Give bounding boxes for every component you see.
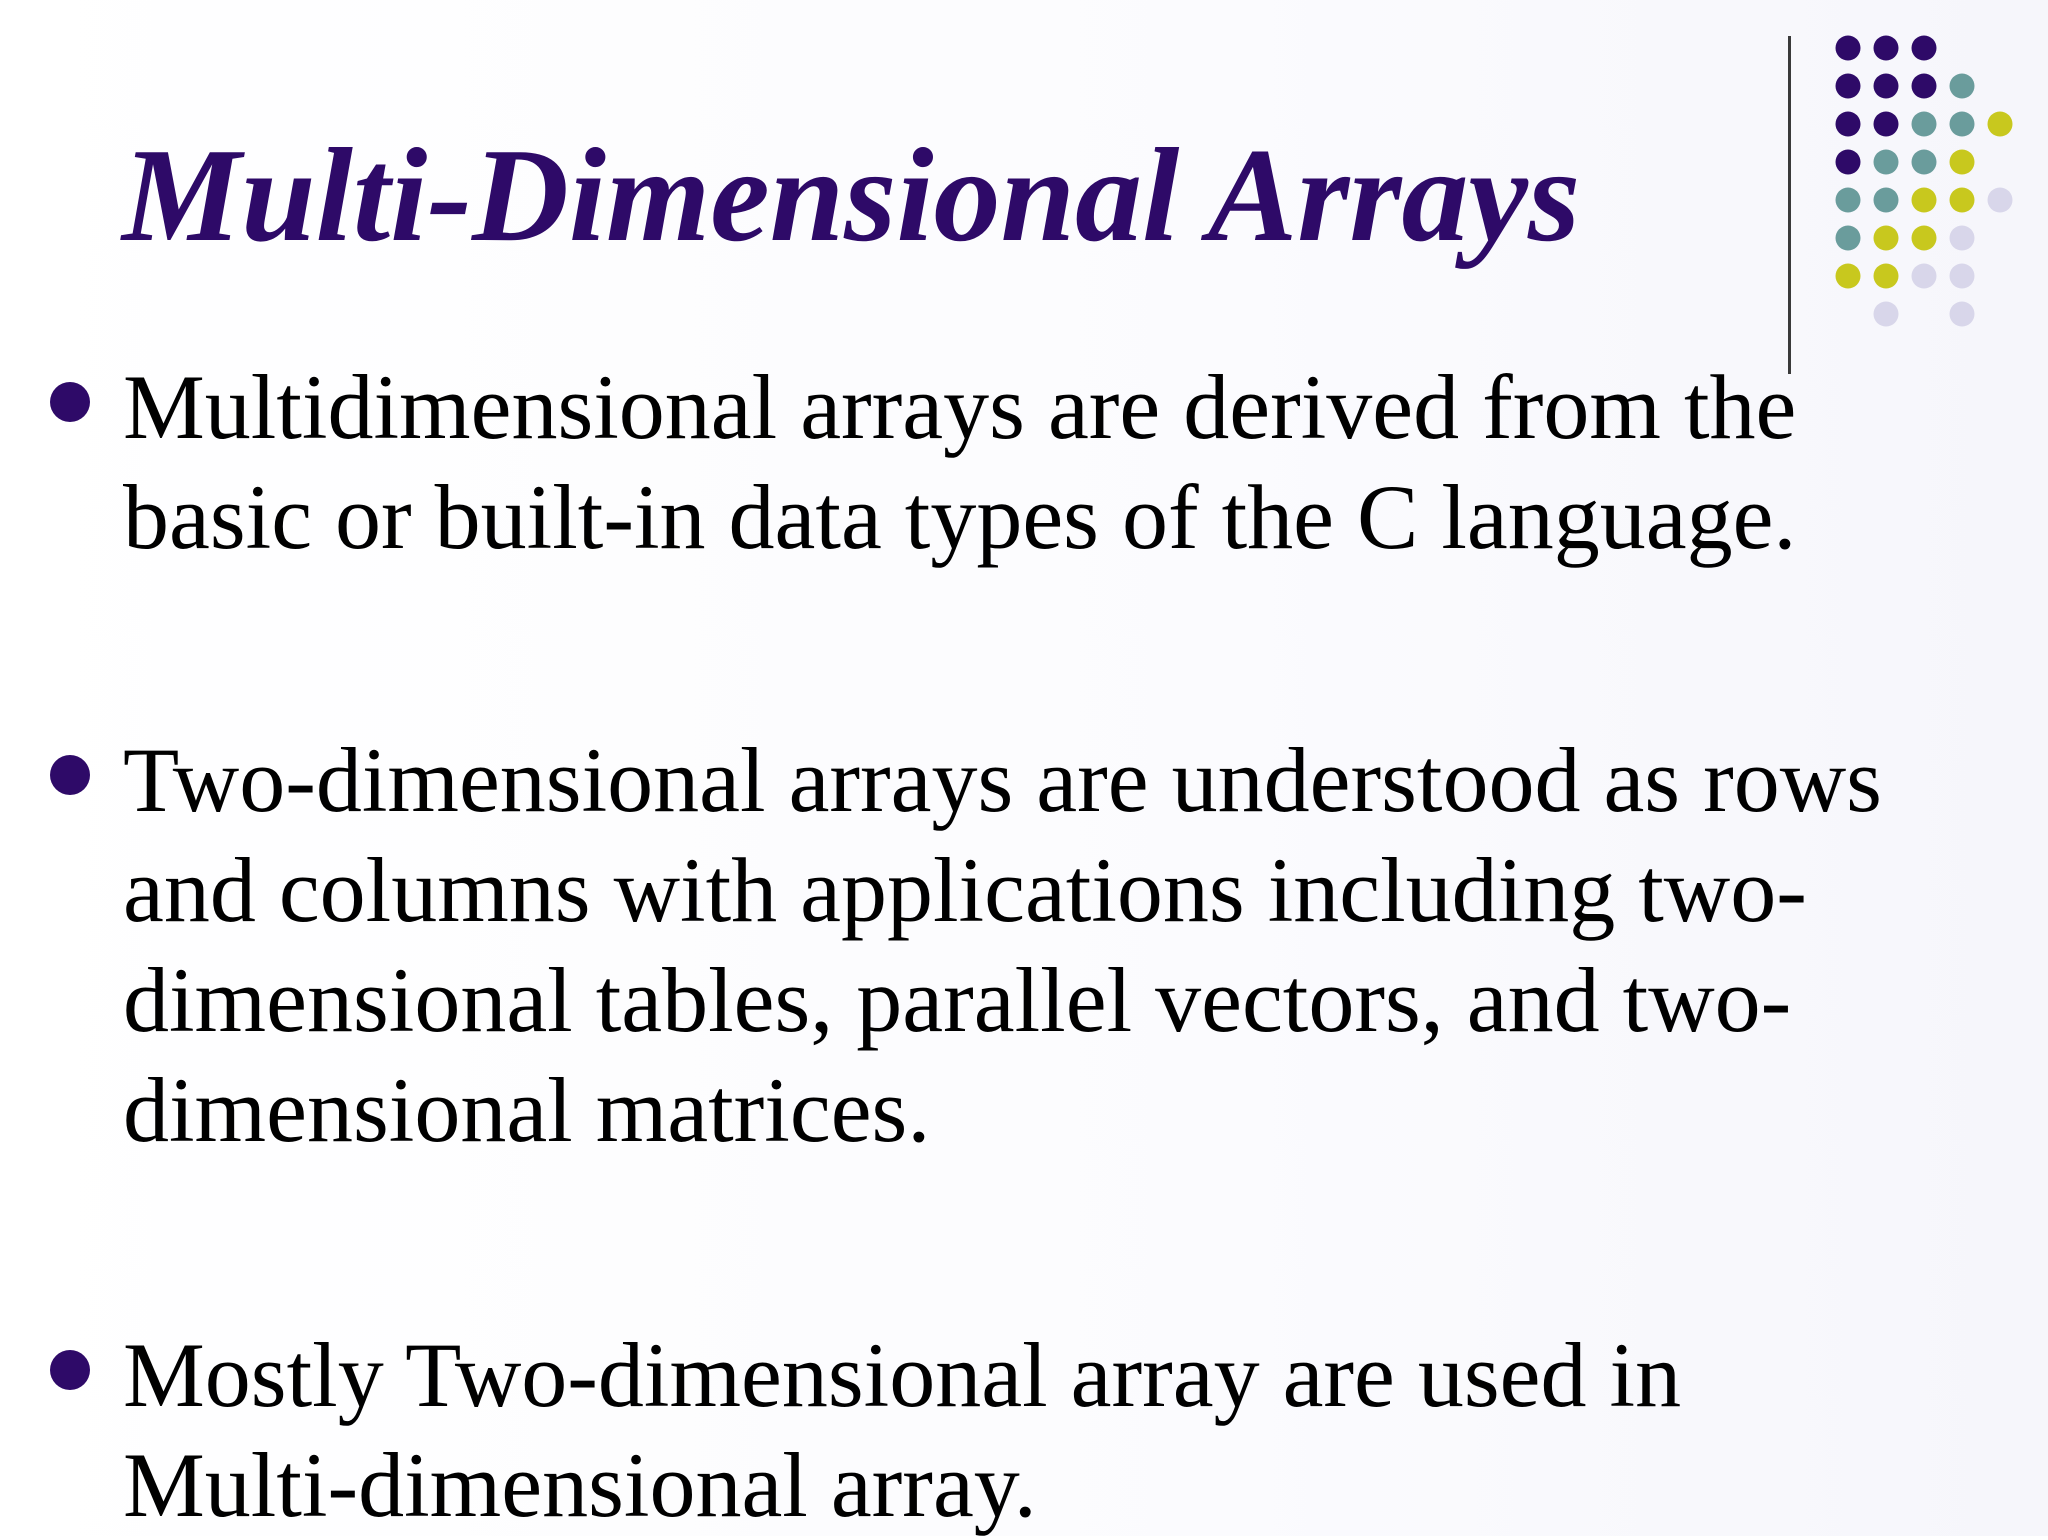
slide-title: Multi-Dimensional Arrays — [122, 121, 1581, 269]
bullet-text: Two-dimensional arrays are understood as rows and columns with applications including two- dimensional tables, parallel vectors, and two- dimensional matrices. — [123, 729, 1882, 1161]
bullet-text: Mostly Two-dimensional array are used in Multi-dimensional array. — [123, 1324, 1682, 1536]
bullet-item — [123, 725, 1923, 1165]
bullet-dot-icon — [50, 382, 90, 422]
bullet-item — [123, 1320, 1923, 1540]
bullet-dot-icon — [50, 1350, 90, 1390]
bullet-item — [123, 352, 1923, 572]
bullet-dot-icon — [50, 755, 90, 795]
bullet-text: Multidimensional arrays are derived from the basic or built-in data types of the C language. — [123, 356, 1797, 568]
